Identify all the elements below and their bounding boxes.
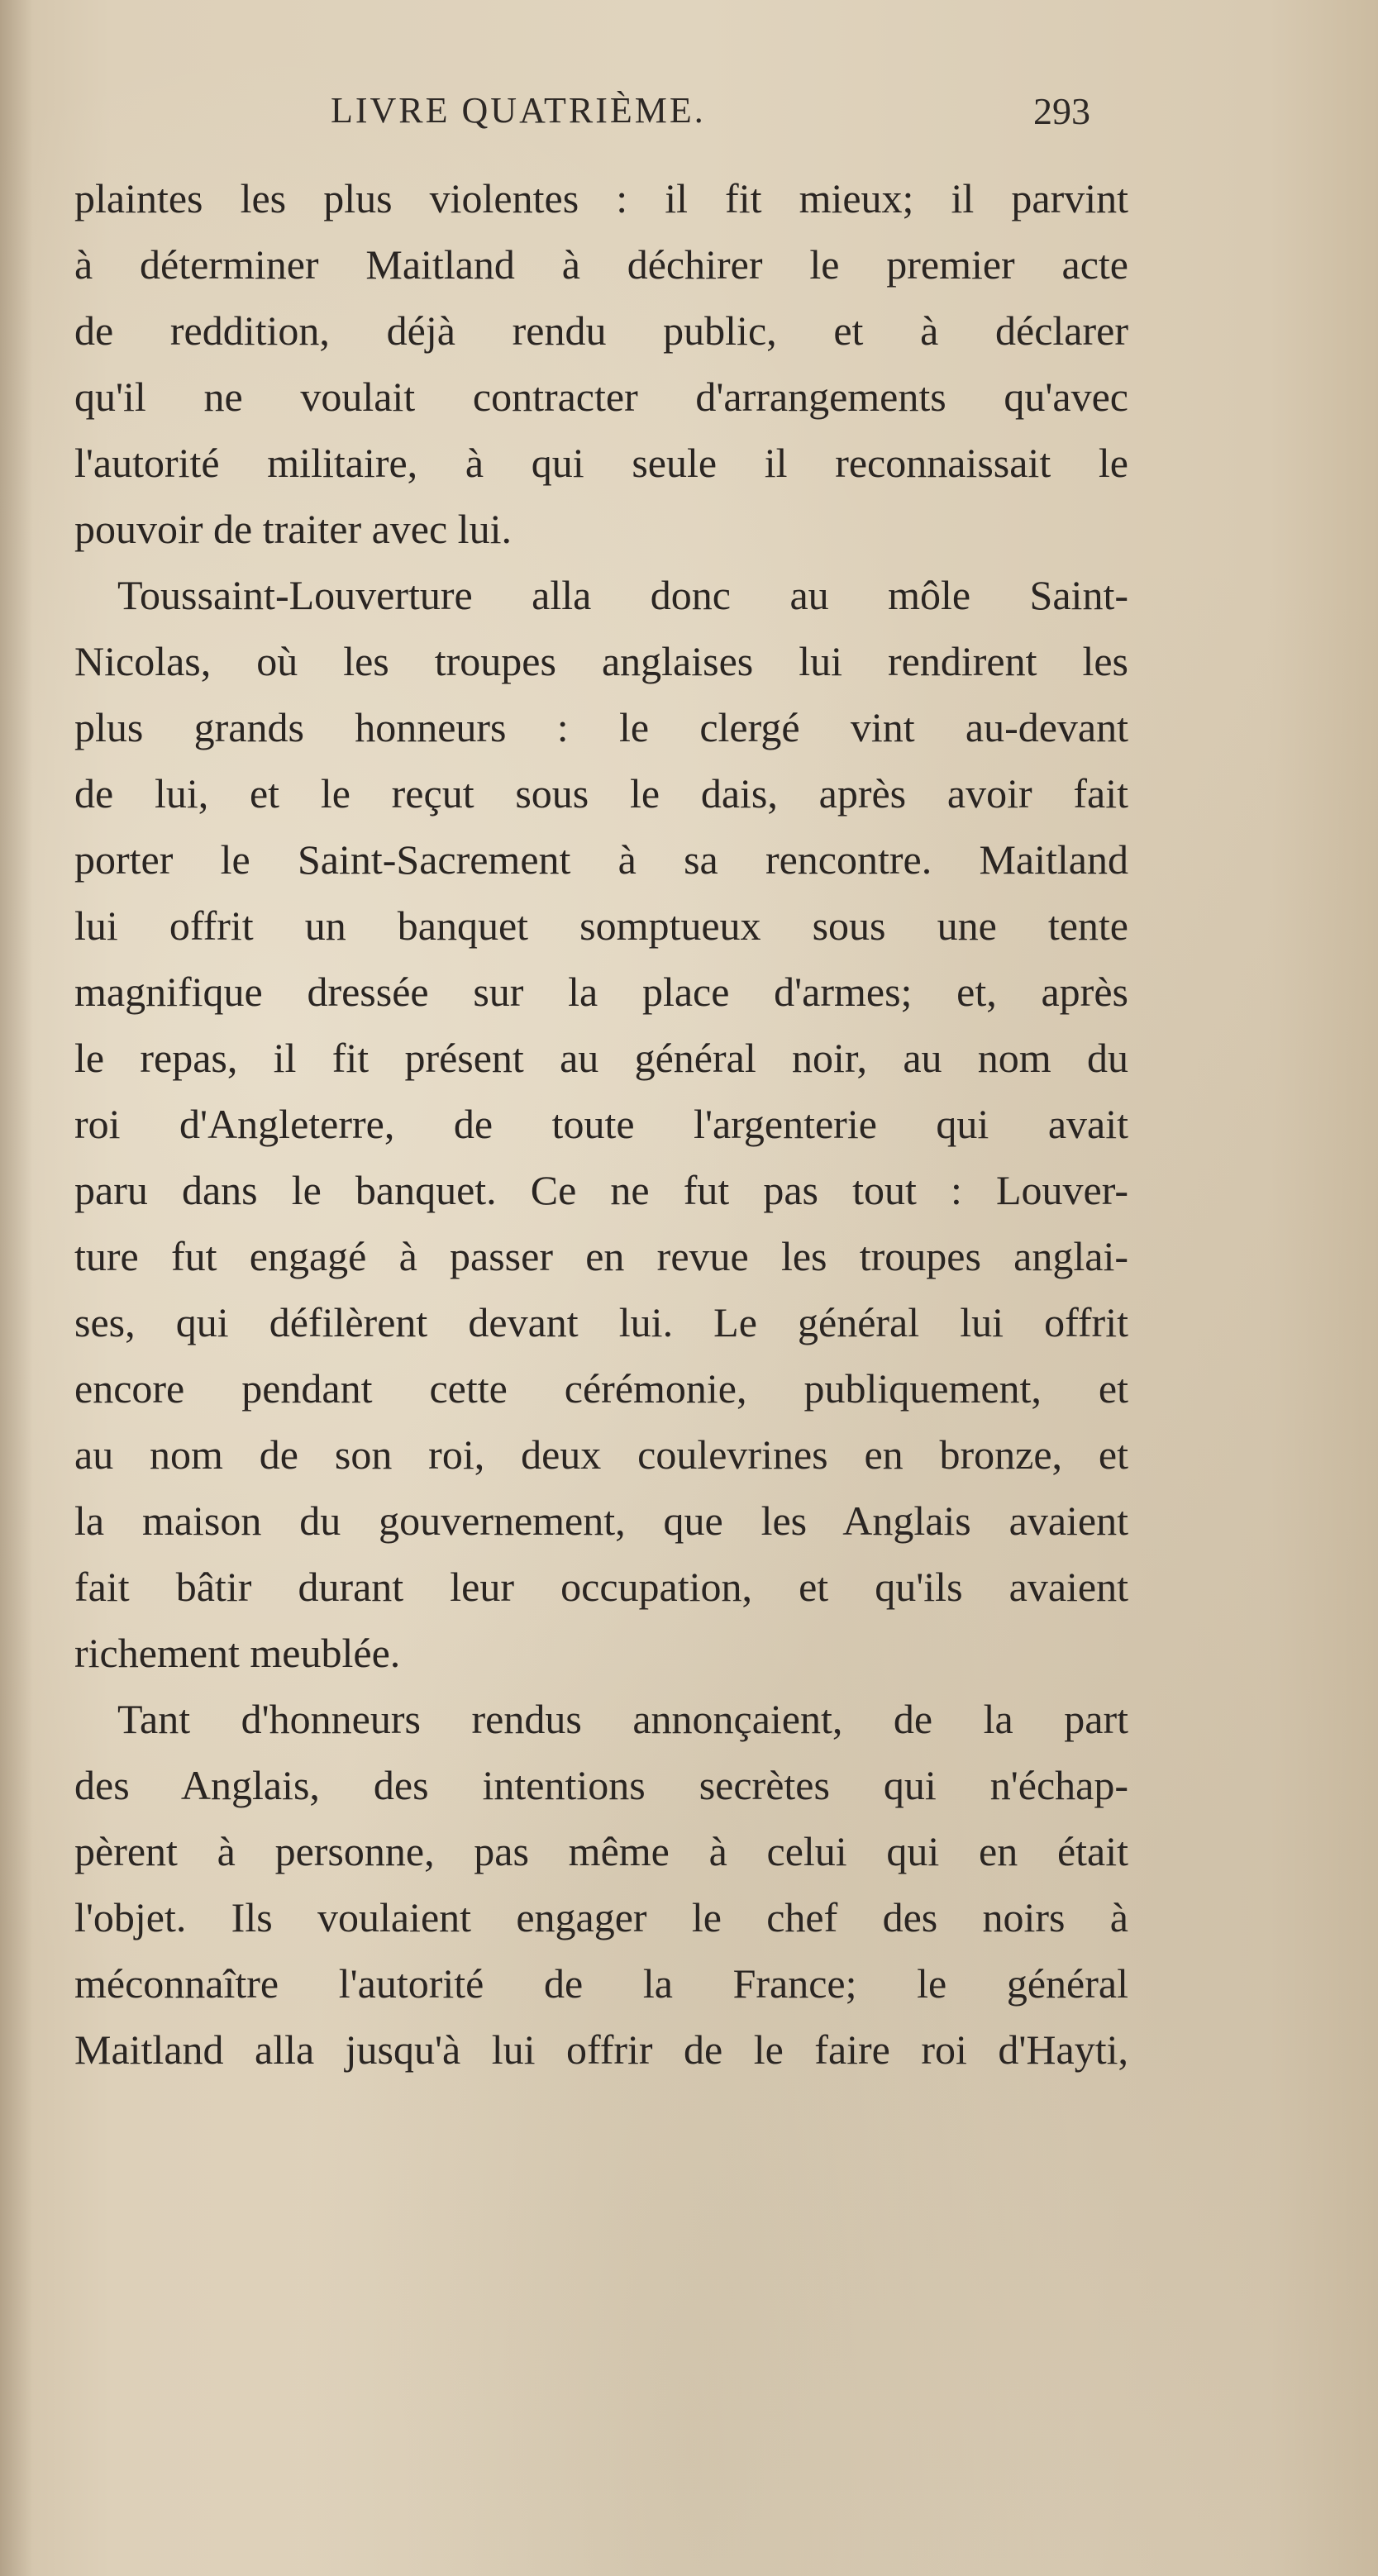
text-line: Nicolas, où les troupes anglaises lui rendirent les — [74, 638, 1128, 684]
text-line: plus grands honneurs : le clergé vint au-devant — [74, 704, 1128, 750]
text-line: lui offrit un banquet somptueux sous une tente — [74, 902, 1128, 949]
binding-shadow — [0, 0, 33, 2576]
text-line: paru dans le banquet. Ce ne fut pas tout : Louver- — [74, 1167, 1128, 1213]
text-line: plaintes les plus violentes : il fit mieux; il parvint — [74, 175, 1128, 221]
text-line: méconnaître l'autorité de la France; le général — [74, 1960, 1128, 2007]
text-line: de lui, et le reçut sous le dais, après avoir fait — [74, 770, 1128, 817]
text-line: richement meublée. — [74, 1630, 401, 1676]
text-line: pèrent à personne, pas même à celui qui en était — [74, 1828, 1128, 1874]
text-line: porter le Saint-Sacrement à sa rencontre. Maitland — [74, 836, 1128, 883]
text-line: des Anglais, des intentions secrètes qui n'échap- — [74, 1762, 1128, 1808]
running-head — [0, 89, 1378, 139]
text-line: ture fut engagé à passer en revue les troupes anglai- — [74, 1233, 1128, 1279]
text-line: ses, qui défilèrent devant lui. Le général lui offrit — [74, 1299, 1128, 1345]
text-line: fait bâtir durant leur occupation, et qu'ils avaient — [74, 1564, 1128, 1610]
text-line: au nom de son roi, deux coulevrines en bronze, et — [74, 1431, 1128, 1478]
text-line: à déterminer Maitland à déchirer le premier acte — [74, 241, 1128, 288]
text-line: l'autorité militaire, à qui seule il reconnaissait le — [74, 440, 1128, 486]
text-line: le repas, il fit présent au général noir, au nom du — [74, 1035, 1128, 1081]
text-line: la maison du gouvernement, que les Anglais avaient — [74, 1498, 1128, 1544]
text-line: qu'il ne voulait contracter d'arrangements qu'avec — [74, 374, 1128, 420]
text-line: magnifique dressée sur la place d'armes; et, après — [74, 969, 1128, 1015]
page-number: 293 — [1033, 90, 1090, 132]
text-line: encore pendant cette cérémonie, publiquement, et — [74, 1365, 1128, 1412]
body-text — [74, 165, 1128, 2083]
text-line: l'objet. Ils voulaient engager le chef des noirs à — [74, 1894, 1128, 1940]
text-line: de reddition, déjà rendu public, et à déclarer — [74, 307, 1128, 354]
text-line: Tant d'honneurs rendus annonçaient, de la part — [117, 1696, 1128, 1742]
text-line: Toussaint-Louverture alla donc au môle Saint- — [117, 572, 1128, 618]
running-title: LIVRE QUATRIÈME. — [331, 90, 706, 131]
text-line: pouvoir de traiter avec lui. — [74, 506, 512, 552]
text-line: roi d'Angleterre, de toute l'argenterie qui avait — [74, 1101, 1128, 1147]
text-line: Maitland alla jusqu'à lui offrir de le faire roi d'Hayti, — [74, 2026, 1128, 2073]
